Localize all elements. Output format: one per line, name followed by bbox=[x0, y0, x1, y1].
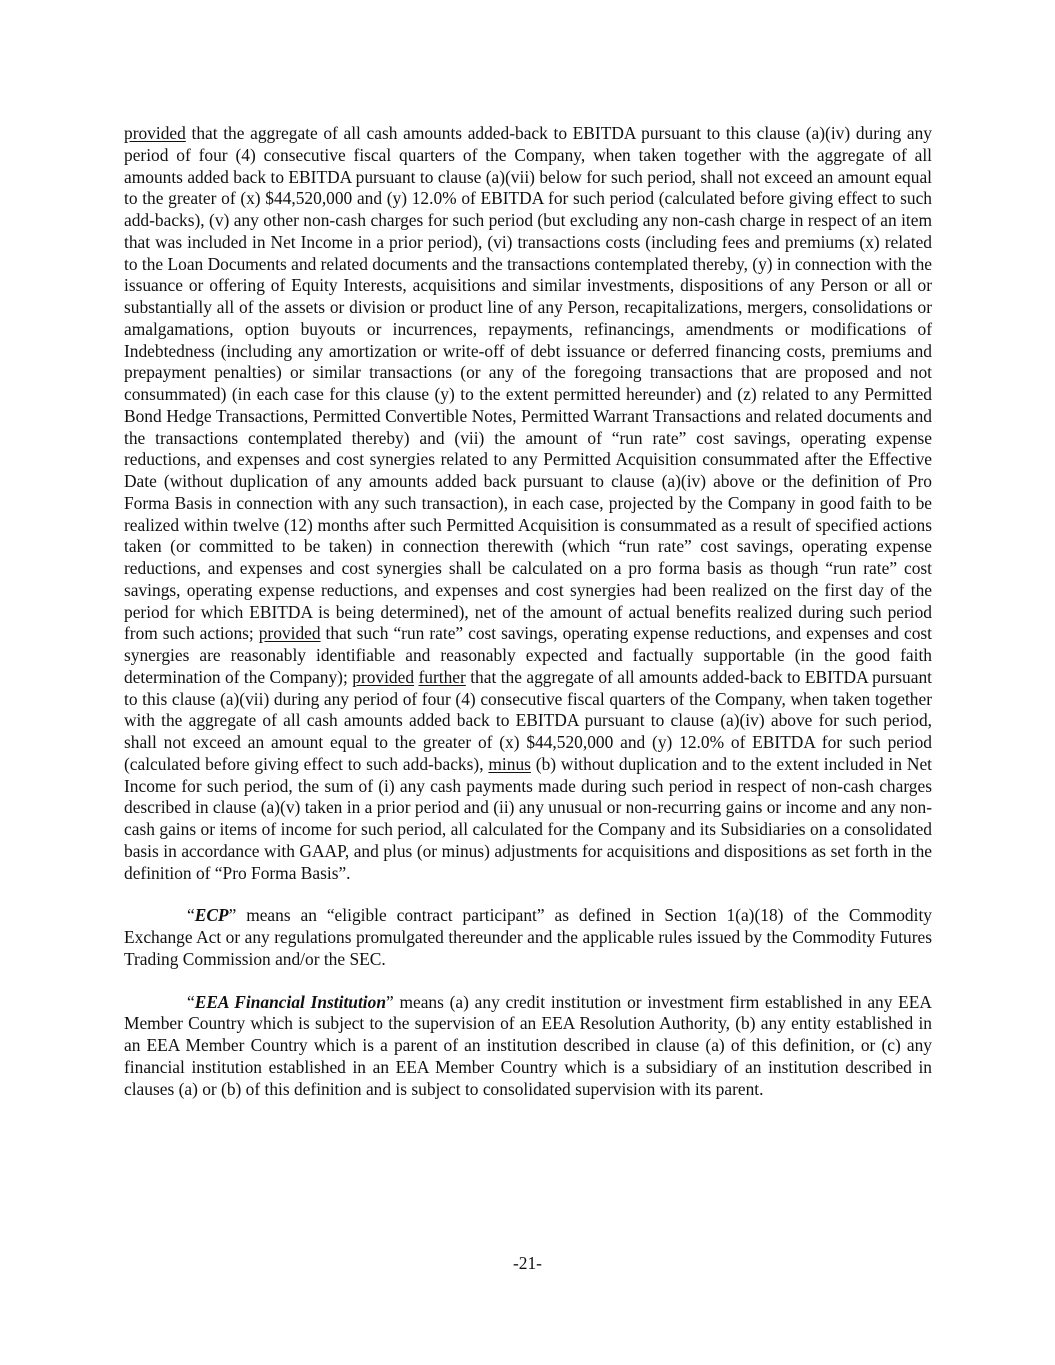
minus-underlined-term: minus bbox=[488, 753, 531, 774]
defined-term-eea-financial-institution: EEA Financial Institution bbox=[194, 991, 386, 1012]
definition-text: ” means (a) any credit institution or investment firm established in any EEA Member Country which is subject to the supervision of an EEA Resolution Authority, (b) any entity established in an EEA Member Country which is a parent of an institution described in clause (a) of this definition, or (c) any financial institution established in an EEA Member Country which is a subsidiary of an institution described in clauses (a) or (b) of this definition and is subject to consolidated supervision with its parent. bbox=[124, 991, 932, 1099]
definition-text: ” means an “eligible contract participant” as defined in Section 1(a)(18) of the Commodity Exchange Act or any regulations promulgated thereunder and the applicable rules issued by the Commodity Futures Trading Commission and/or the SEC. bbox=[124, 905, 932, 969]
open-quote: “ bbox=[187, 905, 195, 926]
paragraph-text: that the aggregate of all cash amounts added-back to EBITDA pursuant to this clause (a)(iv) during any period of four (4) consecutive fiscal quarters of the Company, when taken together with the aggregate of all amounts added back to EBITDA pursuant to clause (a)(vii) below for such period, shall not exceed an amount equal to the greater of (x) $44,520,000 and (y) 12.0% of EBITDA for such period (calculated before giving effect to such add-backs), (v) any other non-cash charges for such period (but excluding any non-cash charge in respect of an item that was included in Net Income in a prior period), (vi) transactions costs (including fees and premiums (x) related to the Loan Documents and related documents and the transactions contemplated thereby, (y) in connection with the issuance or offering of Equity Interests, acquisitions and similar investments, dispositions of any Person or all or substantially all of the assets or division or product line of any Person, recapitalizations, mergers, consolidations or amalgamations, option buyouts or incurrences, repayments, refinancings, amendments or modifications of Indebtedness (including any amortization or write-off of debt issuance or deferred financing costs, premiums and prepayment penalties) or similar transactions (or any of the foregoing transactions that are proposed and not consummated) (in each case for this clause (y) to the extent permitted hereunder) and (z) related to any Permitted Bond Hedge Transactions, Permitted Convertible Notes, Permitted Warrant Transactions and related documents and the transactions contemplated thereby) and (vii) the amount of “run rate” cost savings, operating expense reductions, and expenses and cost synergies related to any Permitted Acquisition consummated after the Effective Date (without duplication of any amounts added back pursuant to clause (a)(iv) above or the definition of Pro Forma Basis in connection with any such transaction), in each case, projected by the Company in good faith to be realized within twelve (12) months after such Permitted Acquisition is consummated as a result of specified actions taken (or committed to be taken) in connection therewith (which “run rate” cost savings, operating expense reductions, and expenses and cost synergies shall be calculated on a pro forma basis as though “run rate” cost savings, operating expense reductions, and expenses and cost synergies had been realized on the first day of the period for which EBITDA is being determined), net of the amount of actual benefits realized during such period from such actions; bbox=[124, 123, 932, 644]
defined-term-ecp: ECP bbox=[194, 905, 229, 926]
provided-underlined-term: provided bbox=[124, 123, 186, 143]
eea-financial-institution-definition bbox=[124, 992, 932, 1101]
provided-underlined-term: provided bbox=[352, 666, 415, 687]
ebitda-definition-continuation bbox=[124, 123, 932, 884]
paragraph-text: that such “run rate” cost savings, operating expense reductions, and expenses and cost synergies are reasonably identifiable and reasonably expected and factually supportable (in the good faith determination of the Company); bbox=[124, 623, 932, 687]
further-underlined-term: further bbox=[418, 666, 466, 687]
page-number: -21- bbox=[513, 1253, 542, 1273]
open-quote: “ bbox=[187, 991, 195, 1012]
ecp-definition bbox=[124, 905, 932, 970]
document-body bbox=[124, 123, 932, 1100]
paragraph-text: that the aggregate of all amounts added-back to EBITDA pursuant to this clause (a)(vii) during any period of four (4) consecutive fiscal quarters of the Company, when taken together with the aggregate of all cash amounts added back to EBITDA pursuant to clause (a)(iv) above for such period, shall not exceed an amount equal to the greater of (x) $44,520,000 and (y) 12.0% of EBITDA for such period (calculated before giving effect to such add-backs), bbox=[124, 666, 932, 774]
provided-underlined-term: provided bbox=[258, 623, 321, 644]
paragraph-text: (b) without duplication and to the extent included in Net Income for such period, the sum of (i) any cash payments made during such period in respect of non-cash charges described in clause (a)(v) taken in a prior period and (ii) any unusual or non-recurring gains or income and any non-cash gains or items of income for such period, all calculated for the Company and its Subsidiaries on a consolidated basis in accordance with GAAP, and plus (or minus) adjustments for acquisitions and dispositions as set forth in the definition of “Pro Forma Basis”. bbox=[124, 753, 932, 883]
